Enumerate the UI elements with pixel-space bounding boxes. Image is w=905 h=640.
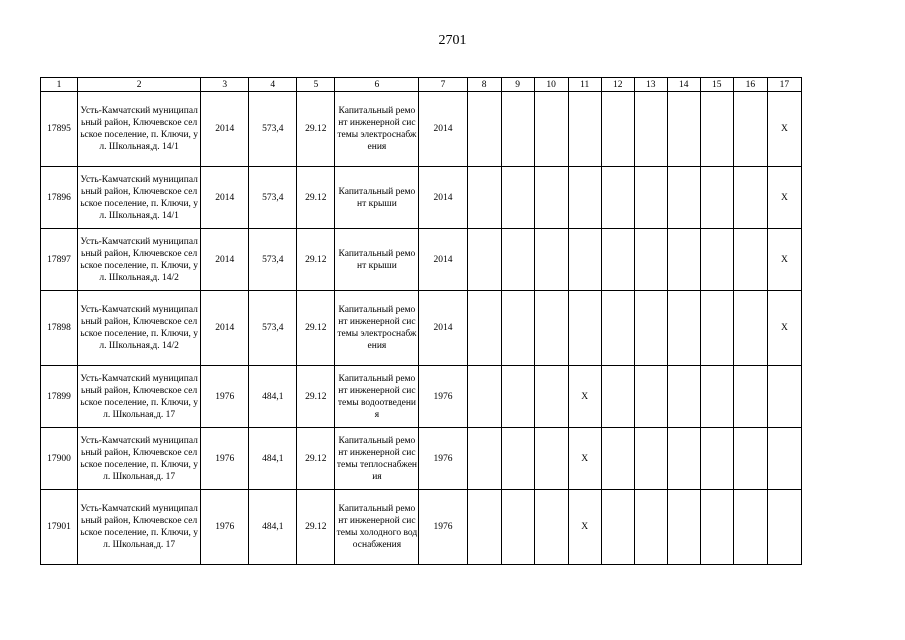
empty-cell: [501, 167, 534, 229]
empty-cell: [467, 291, 501, 366]
area-cell: 484,1: [249, 490, 297, 565]
empty-cell: [501, 291, 534, 366]
empty-cell: [700, 92, 733, 167]
table-row: [41, 490, 802, 565]
date-cell: 29.12: [297, 229, 335, 291]
mark-cell-17: Х: [767, 92, 801, 167]
work-type-cell: Капитальный ремонт крыши: [335, 167, 419, 229]
row-id: 17898: [41, 291, 78, 366]
row-id: 17897: [41, 229, 78, 291]
work-type-cell: Капитальный ремонт инженерной системы электроснабжения: [335, 291, 419, 366]
address-cell: Усть-Камчатский муниципальный район, Ключевское сельское поселение, п. Ключи, ул. Школьная,д. 14/2: [78, 291, 201, 366]
empty-cell: [634, 167, 667, 229]
header-row: [41, 78, 802, 92]
date-cell: 29.12: [297, 366, 335, 428]
date-cell: 29.12: [297, 428, 335, 490]
column-header: 4: [249, 78, 297, 92]
mark-cell-17: Х: [767, 229, 801, 291]
empty-cell: [501, 366, 534, 428]
empty-cell: [601, 92, 634, 167]
empty-cell: [700, 428, 733, 490]
date-cell: 29.12: [297, 291, 335, 366]
column-header: 1: [41, 78, 78, 92]
empty-cell: [534, 490, 568, 565]
year-cell: 1976: [419, 366, 467, 428]
mark-cell-11: [568, 291, 601, 366]
date-cell: 29.12: [297, 167, 335, 229]
address-cell: Усть-Камчатский муниципальный район, Ключевское сельское поселение, п. Ключи, ул. Школьная,д. 14/1: [78, 167, 201, 229]
address-cell: Усть-Камчатский муниципальный район, Ключевское сельское поселение, п. Ключи, ул. Школьная,д. 17: [78, 428, 201, 490]
year-cell: 2014: [419, 92, 467, 167]
empty-cell: [534, 92, 568, 167]
area-cell: 484,1: [249, 428, 297, 490]
empty-cell: [667, 291, 700, 366]
table-row: [41, 92, 802, 167]
mark-cell-17: [767, 490, 801, 565]
work-type-cell: Капитальный ремонт инженерной системы электроснабжения: [335, 92, 419, 167]
area-cell: 573,4: [249, 229, 297, 291]
table-row: [41, 167, 802, 229]
mark-cell-11: [568, 167, 601, 229]
date-cell: 29.12: [297, 490, 335, 565]
empty-cell: [601, 366, 634, 428]
empty-cell: [534, 291, 568, 366]
empty-cell: [733, 92, 767, 167]
column-header: 9: [501, 78, 534, 92]
year-cell: 2014: [419, 167, 467, 229]
column-header: 8: [467, 78, 501, 92]
mark-cell-11: Х: [568, 490, 601, 565]
empty-cell: [733, 490, 767, 565]
empty-cell: [534, 366, 568, 428]
row-id: 17895: [41, 92, 78, 167]
row-id: 17900: [41, 428, 78, 490]
date-cell: 29.12: [297, 92, 335, 167]
empty-cell: [534, 428, 568, 490]
area-cell: 573,4: [249, 291, 297, 366]
empty-cell: [667, 229, 700, 291]
address-cell: Усть-Камчатский муниципальный район, Ключевское сельское поселение, п. Ключи, ул. Школьная,д. 14/1: [78, 92, 201, 167]
empty-cell: [700, 229, 733, 291]
empty-cell: [634, 291, 667, 366]
mark-cell-11: Х: [568, 428, 601, 490]
mark-cell-11: [568, 92, 601, 167]
work-type-cell: Капитальный ремонт инженерной системы теплоснабжения: [335, 428, 419, 490]
empty-cell: [601, 428, 634, 490]
area-cell: 573,4: [249, 92, 297, 167]
table-row: [41, 229, 802, 291]
year-built-cell: 2014: [201, 167, 249, 229]
empty-cell: [467, 428, 501, 490]
empty-cell: [501, 428, 534, 490]
empty-cell: [733, 428, 767, 490]
mark-cell-17: Х: [767, 291, 801, 366]
year-built-cell: 2014: [201, 229, 249, 291]
column-header: 6: [335, 78, 419, 92]
year-cell: 2014: [419, 229, 467, 291]
empty-cell: [601, 291, 634, 366]
empty-cell: [534, 229, 568, 291]
empty-cell: [700, 167, 733, 229]
empty-cell: [601, 229, 634, 291]
column-header: 10: [534, 78, 568, 92]
address-cell: Усть-Камчатский муниципальный район, Ключевское сельское поселение, п. Ключи, ул. Школьная,д. 17: [78, 490, 201, 565]
empty-cell: [634, 490, 667, 565]
mark-cell-17: Х: [767, 167, 801, 229]
year-cell: 1976: [419, 490, 467, 565]
empty-cell: [467, 229, 501, 291]
empty-cell: [667, 167, 700, 229]
empty-cell: [634, 428, 667, 490]
year-cell: 2014: [419, 291, 467, 366]
year-built-cell: 1976: [201, 490, 249, 565]
empty-cell: [601, 167, 634, 229]
column-header: 5: [297, 78, 335, 92]
empty-cell: [733, 167, 767, 229]
year-built-cell: 1976: [201, 428, 249, 490]
empty-cell: [733, 366, 767, 428]
year-built-cell: 2014: [201, 291, 249, 366]
row-id: 17901: [41, 490, 78, 565]
mark-cell-11: Х: [568, 366, 601, 428]
empty-cell: [634, 366, 667, 428]
empty-cell: [733, 291, 767, 366]
empty-cell: [501, 229, 534, 291]
work-type-cell: Капитальный ремонт инженерной системы холодного водоснабжения: [335, 490, 419, 565]
column-header: 12: [601, 78, 634, 92]
empty-cell: [467, 92, 501, 167]
empty-cell: [601, 490, 634, 565]
empty-cell: [467, 490, 501, 565]
empty-cell: [733, 229, 767, 291]
year-built-cell: 1976: [201, 366, 249, 428]
empty-cell: [667, 490, 700, 565]
column-header: 16: [733, 78, 767, 92]
empty-cell: [700, 291, 733, 366]
column-header: 15: [700, 78, 733, 92]
empty-cell: [634, 92, 667, 167]
column-header: 14: [667, 78, 700, 92]
area-cell: 573,4: [249, 167, 297, 229]
column-header: 7: [419, 78, 467, 92]
column-header: 13: [634, 78, 667, 92]
address-cell: Усть-Камчатский муниципальный район, Ключевское сельское поселение, п. Ключи, ул. Школьная,д. 17: [78, 366, 201, 428]
empty-cell: [467, 366, 501, 428]
empty-cell: [634, 229, 667, 291]
empty-cell: [667, 428, 700, 490]
area-cell: 484,1: [249, 366, 297, 428]
repair-registry-table: [40, 77, 802, 565]
column-header: 3: [201, 78, 249, 92]
empty-cell: [667, 366, 700, 428]
row-id: 17896: [41, 167, 78, 229]
year-cell: 1976: [419, 428, 467, 490]
empty-cell: [467, 167, 501, 229]
empty-cell: [700, 490, 733, 565]
column-header: 11: [568, 78, 601, 92]
table-row: [41, 291, 802, 366]
address-cell: Усть-Камчатский муниципальный район, Ключевское сельское поселение, п. Ключи, ул. Школьная,д. 14/2: [78, 229, 201, 291]
row-id: 17899: [41, 366, 78, 428]
work-type-cell: Капитальный ремонт крыши: [335, 229, 419, 291]
column-header: 2: [78, 78, 201, 92]
table-row: [41, 366, 802, 428]
page-number: 2701: [438, 33, 467, 48]
mark-cell-11: [568, 229, 601, 291]
empty-cell: [501, 92, 534, 167]
empty-cell: [534, 167, 568, 229]
column-header: 17: [767, 78, 801, 92]
year-built-cell: 2014: [201, 92, 249, 167]
empty-cell: [501, 490, 534, 565]
work-type-cell: Капитальный ремонт инженерной системы водоотведения: [335, 366, 419, 428]
mark-cell-17: [767, 366, 801, 428]
empty-cell: [667, 92, 700, 167]
table-row: [41, 428, 802, 490]
empty-cell: [700, 366, 733, 428]
mark-cell-17: [767, 428, 801, 490]
